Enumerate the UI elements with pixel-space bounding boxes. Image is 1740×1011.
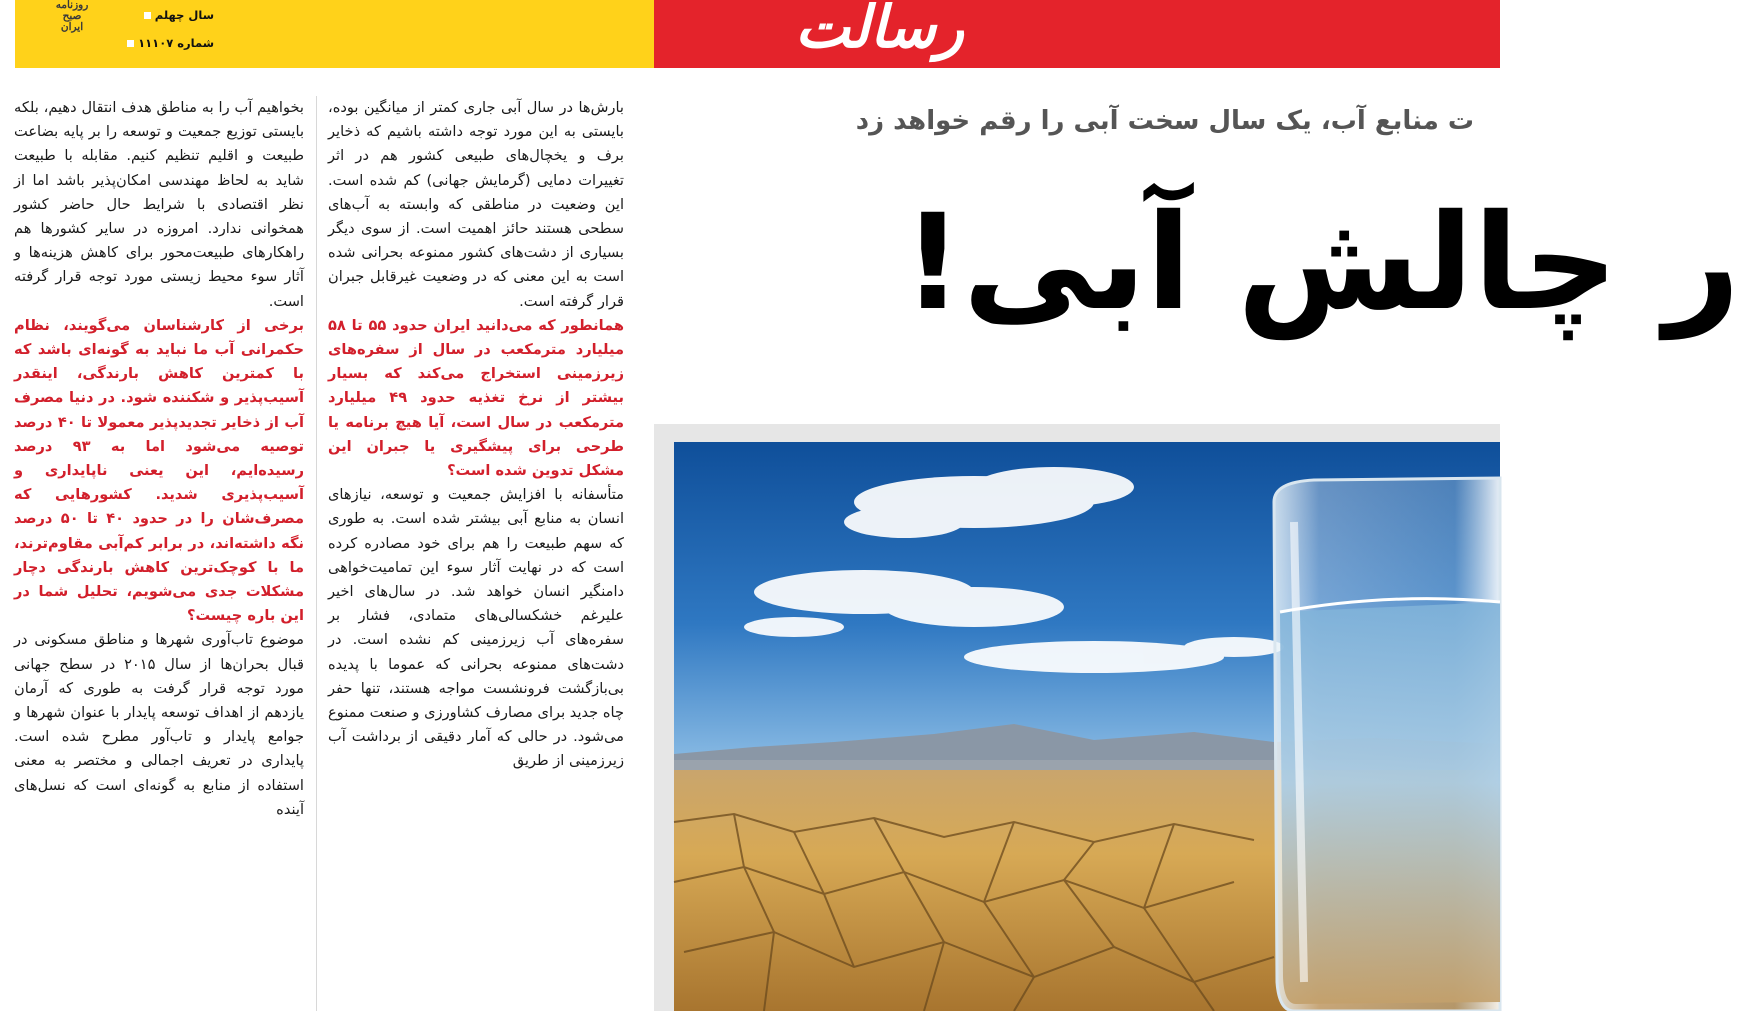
masthead-logo: رسالت <box>795 0 964 61</box>
issue-row <box>118 29 214 57</box>
lead-kicker: ت منابع آب، یک سال سخت آبی را رقم خواهد زد <box>855 106 1474 136</box>
paragraph: بارش‌ها در سال آبی جاری کمتر از میانگین بوده، بایستی به این مورد توجه داشته باشیم که ذخایر برف و یخچال‌های طبیعی کشور هم در اثر تغییرات دمایی (گرمایش جهانی) کم شده است. این وضعیت در مناطقی که وابسته به آب‌های سطحی هستند حائز اهمیت است. از سوی دیگر بسیاری از دشت‌های کشور ممنوعه بحرانی شده است به این معنی که در وضعیت غیرقابل جبران قرار گرفته است. <box>328 99 624 310</box>
lead-headline: ر چالش آبی! <box>902 186 1740 340</box>
top-bar <box>0 0 1500 68</box>
paragraph: موضوع تاب‌آوری شهرها و مناطق مسکونی در قبال بحران‌ها از سال ۲۰۱۵ در سطح جهانی مورد توجه قرار گرفت به طوری که آرمان یازدهم از اهداف توسعه پایدار با عنوان شهرها و جوامع پایدار و تاب‌آور مطرح شده است. پایداری در تعریف اجمالی و مختصر به معنی استفاده از منابع به گونه‌ای است که نسل‌های آینده <box>14 631 304 818</box>
kicker-area <box>654 100 1500 160</box>
lead-photo <box>674 442 1500 1011</box>
paper-logo-line: صبح <box>62 10 82 22</box>
column-divider <box>316 96 317 1011</box>
paper-logo-line: روزنامه <box>55 0 89 11</box>
article-column-middle <box>328 96 624 1011</box>
paper-logo <box>38 0 106 46</box>
bullet-square-icon <box>144 12 151 19</box>
water-glass-desert-photo-icon <box>674 442 1500 1011</box>
year-row <box>118 1 214 29</box>
article-column-left <box>14 96 304 1011</box>
issue-label: شماره ۱۱۱۰۷ <box>138 36 214 50</box>
glass <box>1274 478 1500 1011</box>
issue-meta <box>118 1 214 57</box>
paragraph: متأسفانه با افزایش جمعیت و توسعه، نیازهای انسان به منابع آبی بیشتر شده است. به طوری که سهم طبیعت را هم برای خود مصادره کرده است که در نهایت آثار سوء این تمامیت‌خواهی دامنگیر انسان خواهد شد. در سال‌های اخیر علیرغم خشکسالی‌های متمادی، فشار بر سفره‌های آب زیرزمینی کم نشده است. در دشت‌های ممنوعه بحرانی که عموما با پدیده بی‌بازگشت فرونشست مواجه هستند، تنها حفر چاه جدید برای مصارف کشاورزی و صنعت ممنوع می‌شود. در حالی که آمار دقیقی از برداشت آب زیرزمینی از طریق <box>328 486 624 770</box>
paragraph: بخواهیم آب را به مناطق هدف انتقال دهیم، بلکه بایستی توزیع جمعیت و توسعه را بر پایه بضاعت طبیعت و اقلیم تنظیم کنیم. مقابله با طبیعت شاید به لحاظ مهندسی امکان‌پذیر باشد اما از نظر اقتصادی با شرایط حال حاضر کشور همخوانی ندارد. امروزه در سایر کشورها هم راهکارهای طبیعت‌محور برای کاهش هزینه‌ها و آثار سوء محیط زیستی مورد توجه قرار گرفته است. <box>14 99 304 310</box>
bullet-square-icon <box>127 40 134 47</box>
paper-logo-line: ایران <box>60 21 84 33</box>
header-yellow-band <box>15 0 654 68</box>
interview-question: برخی از کارشناسان می‌گویند، نظام حکمرانی آب ما نباید به گونه‌ای باشد که با کمترین کاهش بارندگی، اینقدر آسیب‌پذیر و شکننده شود. در دنیا مصرف آب از ذخایر تجدیدپذیر معمولا تا ۴۰ درصد توصیه می‌شود اما به ۹۳ درصد رسیده‌ایم، این یعنی ناپایداری و آسیب‌پذیری شدید. کشورهایی که مصرف‌شان را در حدود ۴۰ تا ۵۰ درصد نگه داشته‌اند، در برابر کم‌آبی مقاوم‌ترند، ما با کوچک‌ترین کاهش بارندگی دچار مشکلات جدی می‌شویم، تحلیل شما در این باره چیست؟ <box>14 316 305 625</box>
interview-question: همانطور که می‌دانید ایران حدود ۵۵ تا ۵۸ میلیارد مترمکعب در سال از سفره‌های زیرزمینی استخراج می‌کند که بسیار بیشتر از نرخ تغذیه حدود ۴۹ میلیارد مترمکعب در سال است، آیا هیچ برنامه یا طرحی برای پیشگیری یا جبران این مشکل تدوین شده است؟ <box>328 316 625 480</box>
headline-area <box>654 168 1740 368</box>
year-label: سال چهلم <box>154 8 214 22</box>
